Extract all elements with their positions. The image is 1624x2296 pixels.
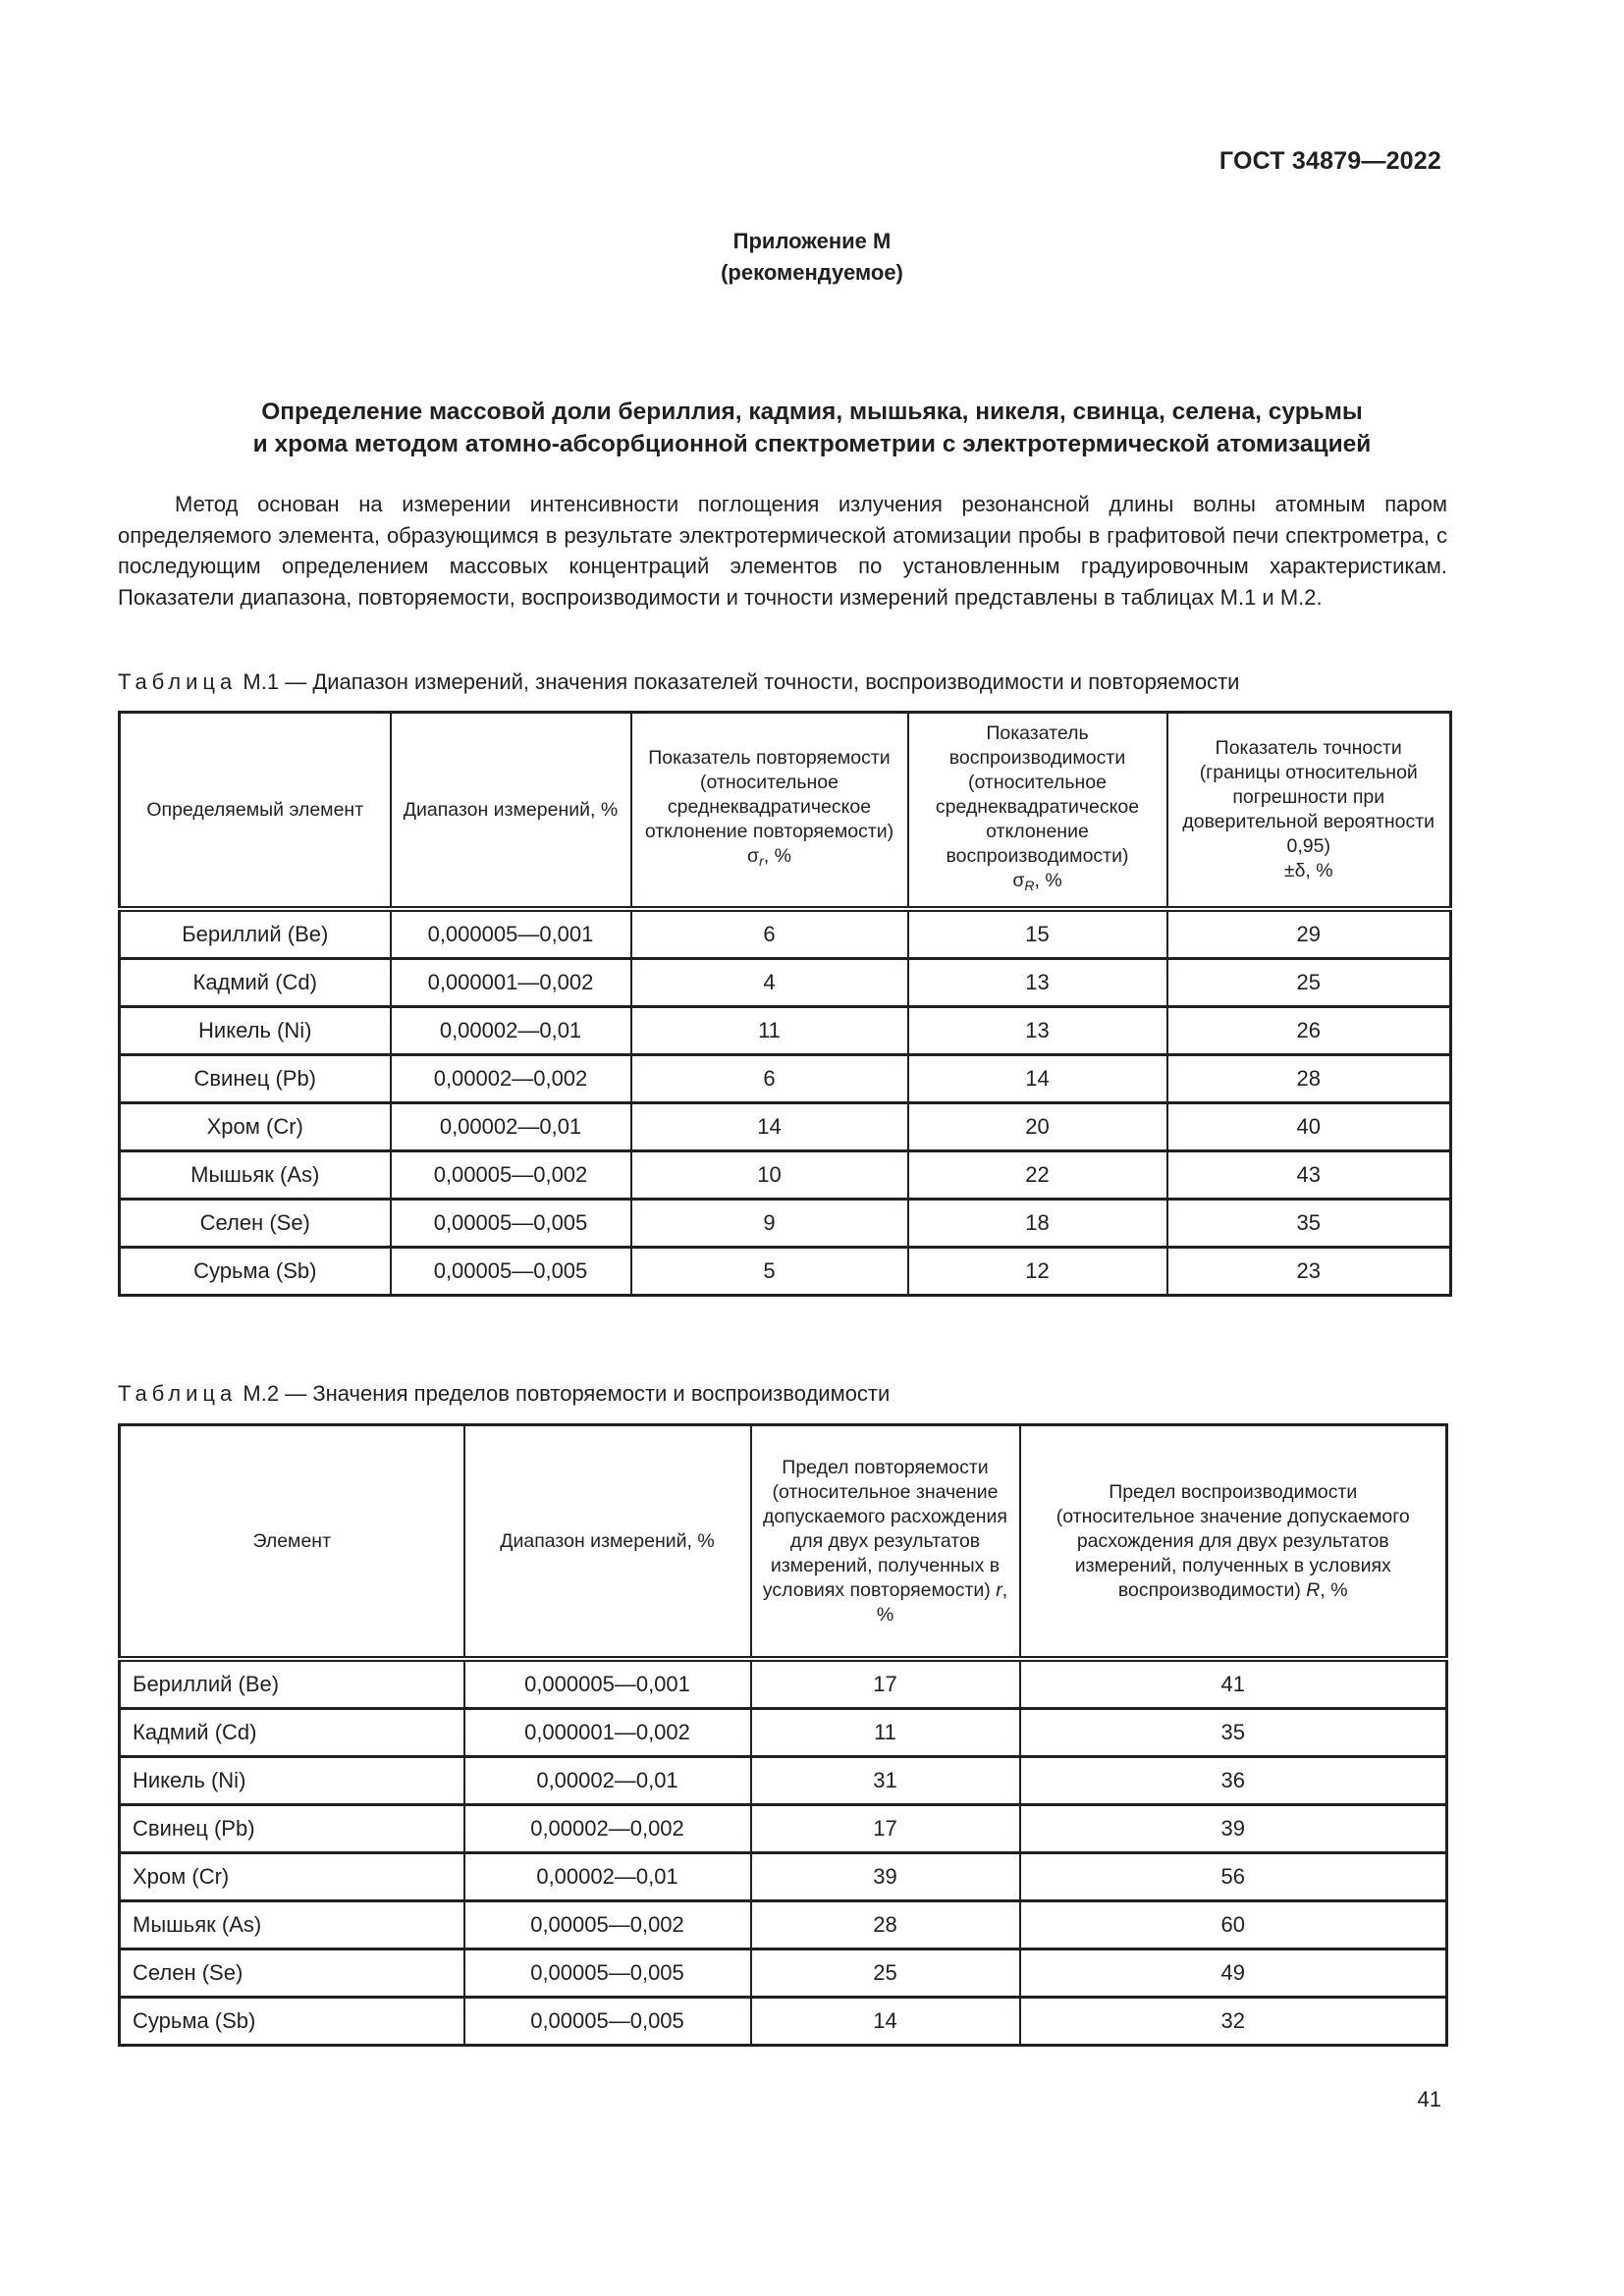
cell-r: 25 [751, 1949, 1020, 1998]
table-row [120, 1007, 1451, 1055]
cell-R: 56 [1020, 1853, 1447, 1901]
cell-r: 14 [751, 1998, 1020, 2046]
table-row [120, 1055, 1451, 1103]
r-symbol: r [996, 1578, 1002, 1601]
cell-sigma-R: 18 [908, 1200, 1167, 1248]
cell-sigma-r: 14 [631, 1103, 908, 1151]
cell-delta: 25 [1167, 959, 1451, 1007]
cell-R: 41 [1020, 1659, 1447, 1709]
delta-symbol: ±δ, % [1283, 860, 1333, 881]
cell-delta: 28 [1167, 1055, 1451, 1103]
table-row [120, 1103, 1451, 1151]
R-symbol: R [1306, 1578, 1321, 1601]
table-row [120, 1659, 1447, 1709]
cell-range: 0,000005—0,001 [391, 909, 631, 959]
sigma-R-symbol: $\sigma_R$, % [1012, 870, 1062, 893]
cell-range: 0,00005—0,005 [464, 1949, 751, 1998]
table-2-caption [118, 1380, 890, 1408]
cell-sigma-r: 9 [631, 1200, 908, 1248]
cell-range: 0,00002—0,01 [464, 1757, 751, 1805]
cell-R: 49 [1020, 1949, 1447, 1998]
cell-delta: 43 [1167, 1151, 1451, 1200]
table-row [120, 1200, 1451, 1248]
cell-range: 0,000001—0,002 [391, 959, 631, 1007]
table-2-header-row [120, 1425, 1447, 1660]
table-1-header-element: Определяемый элемент [120, 713, 391, 910]
table-row [120, 909, 1451, 959]
table-1-header-range: Диапазон измерений, % [391, 713, 631, 910]
cell-delta: 26 [1167, 1007, 1451, 1055]
section-title-line-2: и хрома методом атомно-абсорбционной спектрометрии с электротермической атомизацией [252, 431, 1372, 457]
table-row [120, 1853, 1447, 1901]
table-1-header-accuracy: Показатель точности (границы относительной погрешности при доверительной вероятности 0,95) ±δ, % [1167, 713, 1451, 910]
annex-status: (рекомендуемое) [721, 260, 903, 285]
table-1-header-repeatability: Показатель повторяемости (относительное среднеквадратическое отклонение повторяемости) $\sigma_r$, % [631, 713, 908, 910]
table-1-caption [118, 668, 1239, 696]
table-1-header-reproducibility: Показатель воспроизводимости (относительное среднеквадратическое отклонение воспроизводимости) $\sigma_R$, % [908, 713, 1167, 910]
cell-delta: 29 [1167, 909, 1451, 959]
cell-R: 36 [1020, 1757, 1447, 1805]
cell-element: Никель (Ni) [120, 1007, 391, 1055]
table-row [120, 1248, 1451, 1296]
cell-delta: 40 [1167, 1103, 1451, 1151]
cell-sigma-R: 15 [908, 909, 1167, 959]
annex-heading [0, 226, 1624, 289]
cell-element: Никель (Ni) [120, 1757, 464, 1805]
cell-range: 0,00005—0,002 [464, 1901, 751, 1949]
cell-r: 17 [751, 1659, 1020, 1709]
table-2-header-element: Элемент [120, 1425, 464, 1660]
table-1-caption-text: — Диапазон измерений, значения показателей точности, воспроизводимости и повторяемости [285, 669, 1240, 694]
cell-sigma-r: 11 [631, 1007, 908, 1055]
table-row [120, 959, 1451, 1007]
table-1-caption-number: М.1 [243, 669, 280, 694]
cell-range: 0,00002—0,002 [391, 1055, 631, 1103]
cell-R: 35 [1020, 1709, 1447, 1757]
cell-sigma-R: 22 [908, 1151, 1167, 1200]
cell-r: 39 [751, 1853, 1020, 1901]
cell-sigma-R: 12 [908, 1248, 1167, 1296]
table-1-header-row [120, 713, 1451, 910]
cell-range: 0,00002—0,01 [464, 1853, 751, 1901]
cell-range: 0,00005—0,005 [391, 1200, 631, 1248]
cell-element: Селен (Se) [120, 1949, 464, 1998]
table-2-caption-text: — Значения пределов повторяемости и воспроизводимости [285, 1381, 891, 1406]
table-row [120, 1757, 1447, 1805]
table-1 [118, 711, 1452, 1297]
cell-r: 28 [751, 1901, 1020, 1949]
cell-element: Бериллий (Be) [120, 909, 391, 959]
cell-element: Сурьма (Sb) [120, 1998, 464, 2046]
page-number: 41 [1417, 2087, 1441, 2111]
cell-range: 0,000001—0,002 [464, 1709, 751, 1757]
cell-sigma-R: 13 [908, 1007, 1167, 1055]
cell-sigma-r: 4 [631, 959, 908, 1007]
cell-delta: 35 [1167, 1200, 1451, 1248]
cell-range: 0,00002—0,01 [391, 1103, 631, 1151]
cell-element: Бериллий (Be) [120, 1659, 464, 1709]
table-2-header-reproducibility-limit: Предел воспроизводимости (относительное значение допускаемого расхождения для двух результатов измерений, полученных в условиях воспроизводимости) R, % [1020, 1425, 1447, 1660]
cell-element: Кадмий (Cd) [120, 959, 391, 1007]
cell-element: Кадмий (Cd) [120, 1709, 464, 1757]
table-row [120, 1949, 1447, 1998]
cell-range: 0,000005—0,001 [464, 1659, 751, 1709]
cell-delta: 23 [1167, 1248, 1451, 1296]
table-2-caption-label: Таблица [118, 1381, 238, 1406]
table-2 [118, 1423, 1448, 2047]
cell-r: 31 [751, 1757, 1020, 1805]
cell-R: 32 [1020, 1998, 1447, 2046]
cell-sigma-r: 6 [631, 1055, 908, 1103]
table-2-caption-number: М.2 [243, 1381, 280, 1406]
cell-R: 60 [1020, 1901, 1447, 1949]
cell-sigma-r: 6 [631, 909, 908, 959]
cell-range: 0,00005—0,005 [391, 1248, 631, 1296]
cell-r: 11 [751, 1709, 1020, 1757]
table-row [120, 1901, 1447, 1949]
cell-range: 0,00005—0,005 [464, 1998, 751, 2046]
cell-element: Мышьяк (As) [120, 1901, 464, 1949]
intro-paragraph: Метод основан на измерении интенсивности поглощения излучения резонансной длины волны атомным паром определяемого элемента, образующимся в результате электротермической атомизации пробы в графитовой печи спектрометра, с последующим определением массовых концентраций элементов по установленным градуировочным характеристикам. Показатели диапазона, повторяемости, воспроизводимости и точности измерений представлены в таблицах М.1 и М.2. [118, 492, 1447, 610]
annex-title: Приложение М [732, 229, 892, 253]
cell-sigma-R: 14 [908, 1055, 1167, 1103]
table-1-caption-label: Таблица [118, 669, 238, 694]
table-2-header-range: Диапазон измерений, % [464, 1425, 751, 1660]
cell-sigma-R: 20 [908, 1103, 1167, 1151]
table-row [120, 1805, 1447, 1853]
cell-range: 0,00002—0,002 [464, 1805, 751, 1853]
table-row [120, 1151, 1451, 1200]
cell-element: Селен (Se) [120, 1200, 391, 1248]
cell-sigma-R: 13 [908, 959, 1167, 1007]
cell-R: 39 [1020, 1805, 1447, 1853]
cell-range: 0,00002—0,01 [391, 1007, 631, 1055]
standard-id-header: ГОСТ 34879—2022 [1218, 147, 1441, 175]
section-title [147, 396, 1477, 460]
cell-element: Мышьяк (As) [120, 1151, 391, 1200]
section-title-line-1: Определение массовой доли бериллия, кадмия, мышьяка, никеля, свинца, селена, сурьмы [261, 399, 1363, 425]
cell-element: Свинец (Pb) [120, 1055, 391, 1103]
cell-sigma-r: 5 [631, 1248, 908, 1296]
cell-element: Хром (Cr) [120, 1103, 391, 1151]
table-row [120, 1998, 1447, 2046]
cell-element: Хром (Cr) [120, 1853, 464, 1901]
table-row [120, 1709, 1447, 1757]
cell-element: Свинец (Pb) [120, 1805, 464, 1853]
cell-r: 17 [751, 1805, 1020, 1853]
cell-sigma-r: 10 [631, 1151, 908, 1200]
table-2-header-repeatability-limit: Предел повторяемости (относительное значение допускаемого расхождения для двух результатов измерений, полученных в условиях повторяемости) r, % [751, 1425, 1020, 1660]
cell-element: Сурьма (Sb) [120, 1248, 391, 1296]
sigma-r-symbol: $\sigma_r$, % [747, 845, 791, 869]
cell-range: 0,00005—0,002 [391, 1151, 631, 1200]
